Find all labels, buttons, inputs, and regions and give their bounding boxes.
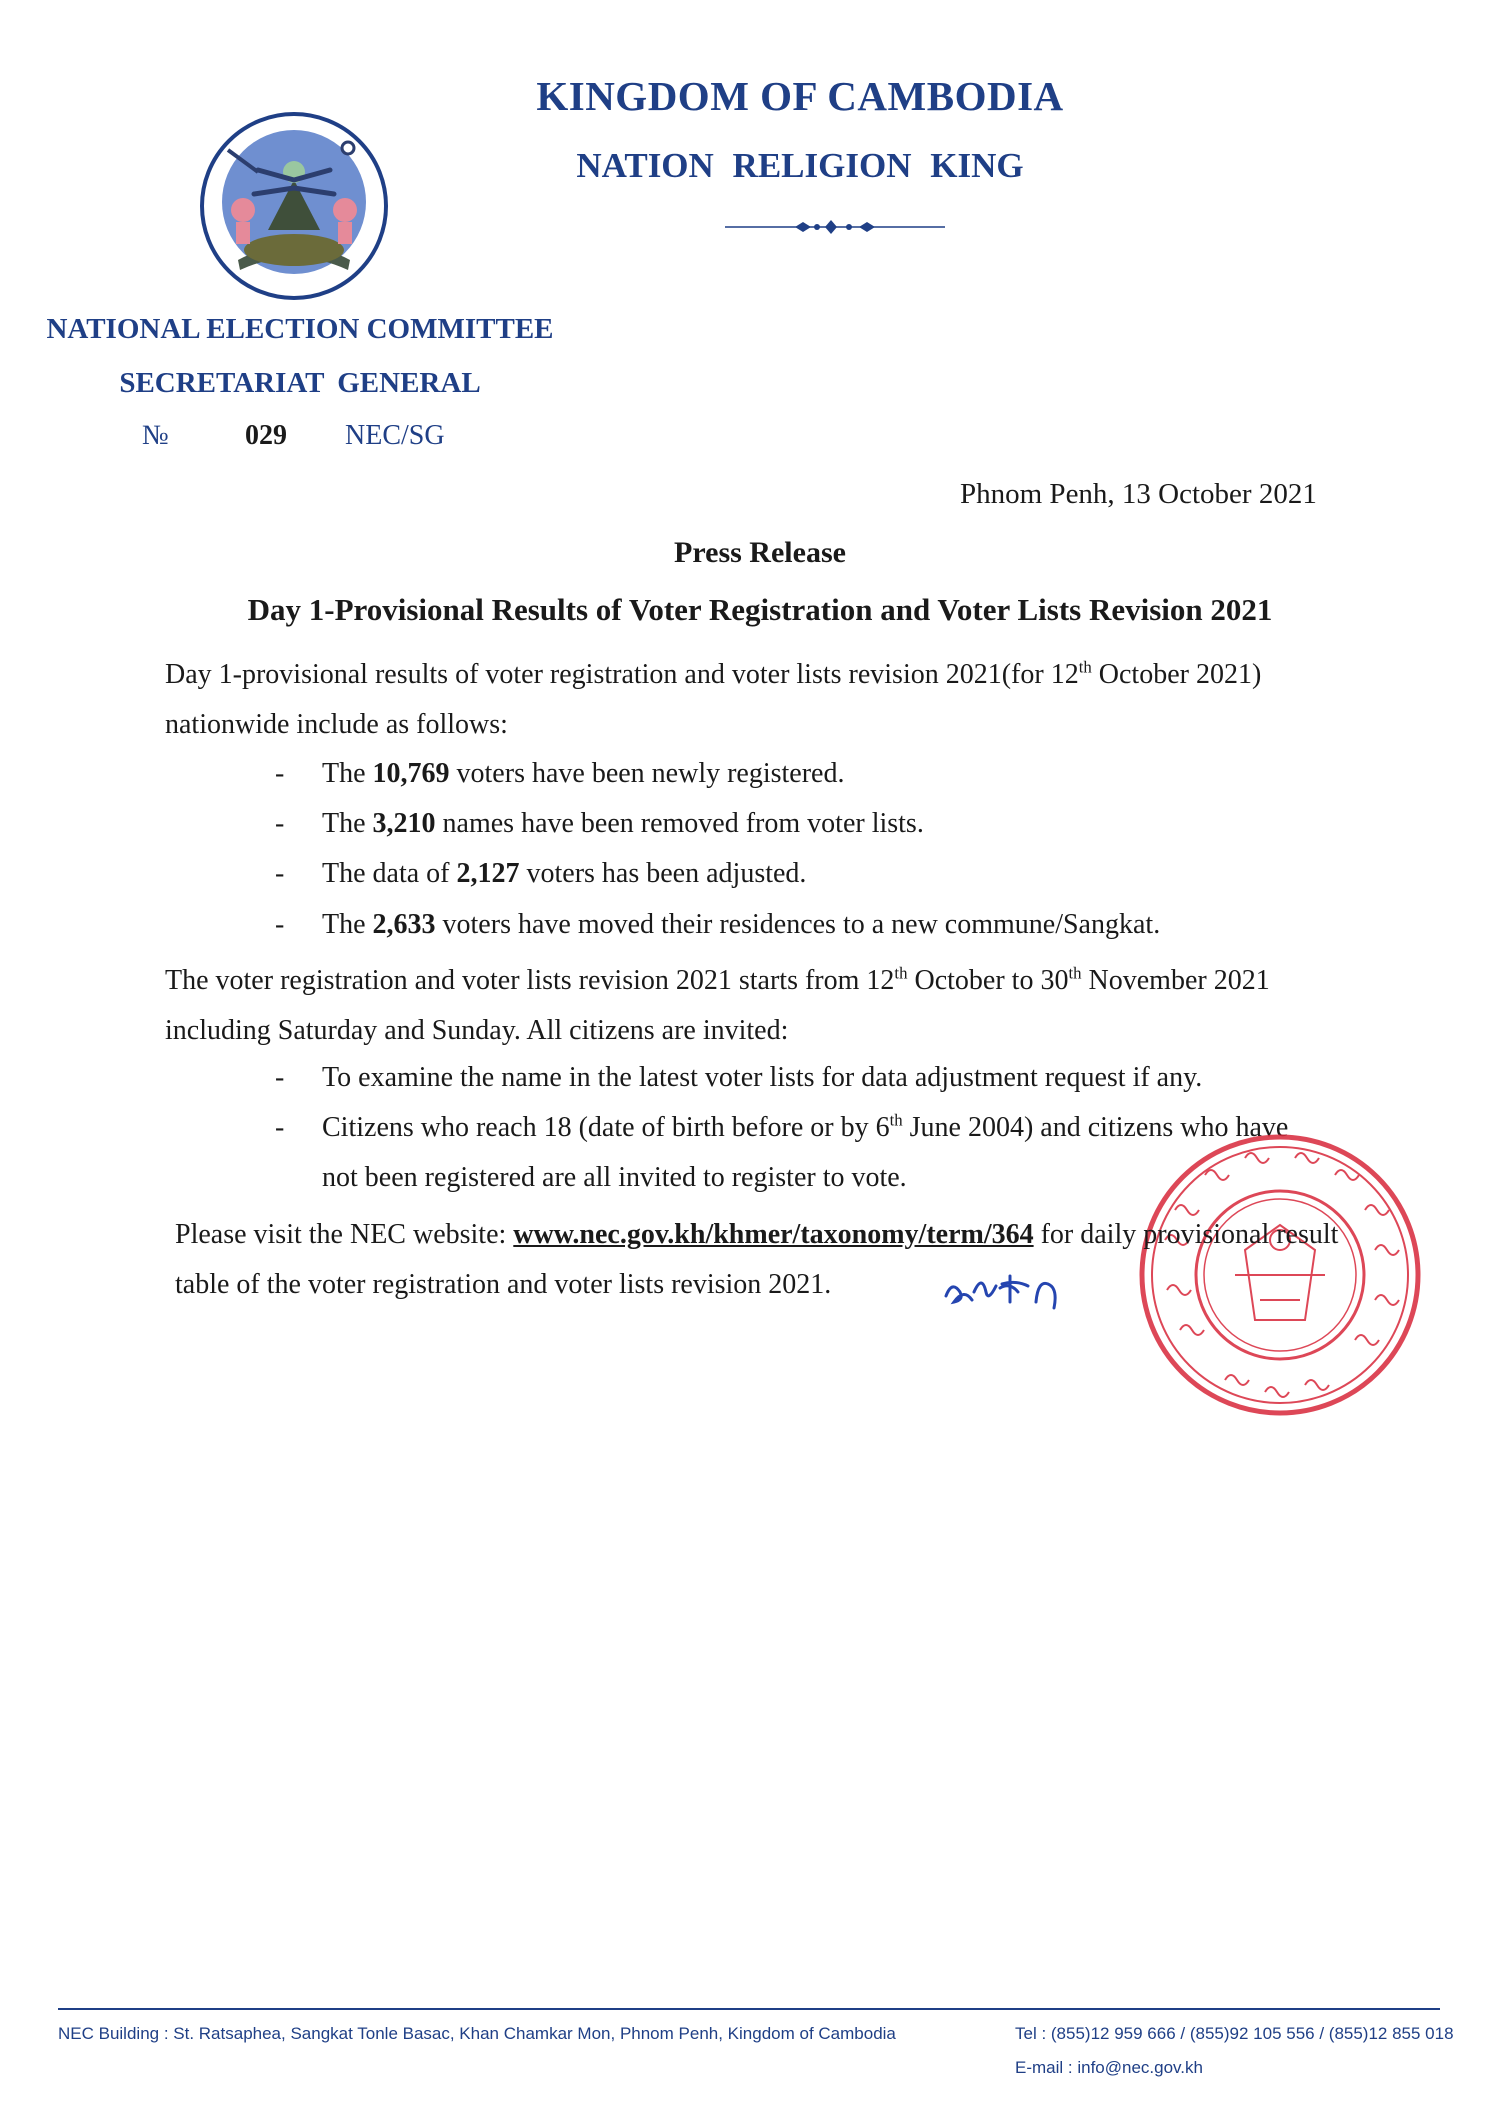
bullet-dash: -: [275, 909, 285, 940]
result-item-new-registrations: The 10,769 voters have been newly registered.: [322, 758, 845, 789]
result-item-adjusted-data: The data of 2,127 voters has been adjusted.: [322, 858, 807, 889]
press-release-label: Press Release: [674, 536, 846, 569]
intro-text-end: October 2021) nationwide include as follows:: [165, 659, 1262, 740]
result-value: 3,210: [372, 808, 436, 839]
nec-emblem-logo: [198, 110, 390, 302]
secretariat-name: SECRETARIAT GENERAL: [119, 367, 481, 399]
bullet-dash: -: [275, 758, 285, 789]
national-motto: NATION RELIGION KING: [576, 146, 1024, 185]
invitation-item-register: Citizens who reach 18 (date of birth before or by 6th June 2004) and citizens who have: [322, 1110, 1289, 1143]
ornament-divider: [725, 212, 945, 242]
bullet-dash: -: [275, 858, 285, 889]
website-intro-text: Please visit the NEC website:: [175, 1219, 514, 1250]
invitation-item-register-line2: not been registered are all invited to register to vote.: [322, 1162, 907, 1193]
nec-website-link[interactable]: www.nec.gov.kh/khmer/taxonomy/term/364: [513, 1219, 1034, 1250]
committee-name: NATIONAL ELECTION COMMITTEE: [46, 313, 554, 345]
reference-code: NEC/SG: [345, 420, 445, 451]
reference-number: 029: [245, 420, 287, 451]
reference-prefix: №: [142, 420, 169, 451]
intro-paragraph: [165, 650, 1355, 750]
intro-superscript: th: [1078, 657, 1092, 677]
handwritten-initials: [940, 1262, 1080, 1312]
bullet-dash: -: [275, 808, 285, 839]
result-item-moved-residences: The 2,633 voters have moved their residences to a new commune/Sangkat.: [322, 909, 1161, 940]
intro-text-start: Day 1-provisional results of voter registration and voter lists revision 2021(for 12: [165, 659, 1079, 690]
result-value: 10,769: [372, 758, 450, 789]
result-item-removed-names: The 3,210 names have been removed from voter lists.: [322, 808, 924, 839]
bullet-dash: -: [275, 1112, 285, 1143]
kingdom-heading: KINGDOM OF CAMBODIA: [536, 73, 1064, 119]
bullet-dash: -: [275, 1062, 285, 1093]
registration-period-paragraph: The voter registration and voter lists revision 2021 starts from 12th October to 30th November 2021 including Saturday and Sunday. All citizens are invited:: [165, 963, 1270, 1046]
invitation-item-examine: To examine the name in the latest voter lists for data adjustment request if any.: [322, 1062, 1203, 1093]
footer-telephone: Tel : (855)12 959 666 / (855)92 105 556 / (855)12 855 018: [1015, 2024, 1454, 2043]
document-title: Day 1-Provisional Results of Voter Registration and Voter Lists Revision 2021: [247, 592, 1273, 627]
website-paragraph: [175, 1210, 1355, 1310]
footer-address: NEC Building : St. Ratsaphea, Sangkat Tonle Basac, Khan Chamkar Mon, Phnom Penh, Kingdom of Cambodia: [58, 2024, 896, 2043]
footer-email[interactable]: E-mail : info@nec.gov.kh: [1015, 2058, 1203, 2077]
result-value: 2,127: [456, 858, 520, 889]
footer-divider: [58, 2008, 1440, 2010]
result-value: 2,633: [372, 909, 436, 940]
dateline: Phnom Penh, 13 October 2021: [960, 478, 1317, 510]
website-trailing-text: for daily provisional result table of the voter registration and voter lists revision 2021.: [175, 1219, 1339, 1300]
